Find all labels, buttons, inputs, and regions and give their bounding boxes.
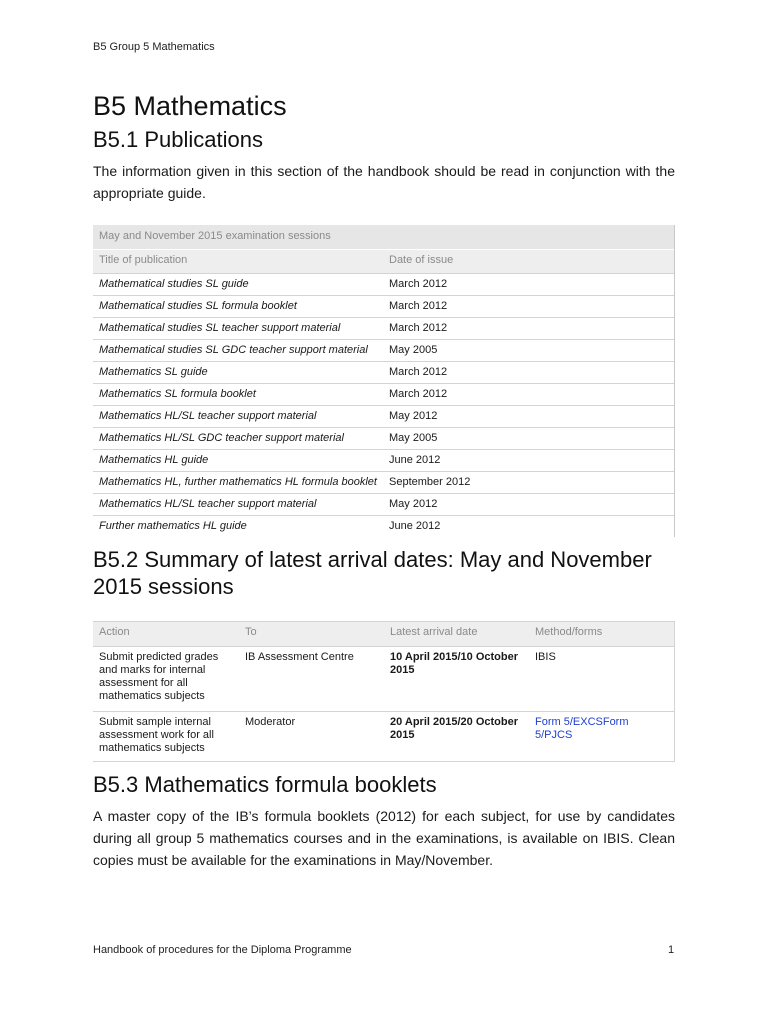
table-caption: May and November 2015 examination sessions [93, 225, 675, 250]
publication-title: Mathematics HL guide [93, 450, 383, 472]
publications-intro: The information given in this section of the handbook should be read in conjunction with the appropriate guide. [93, 163, 675, 201]
publication-date: May 2012 [383, 494, 675, 516]
column-header-date: Date of issue [383, 250, 675, 274]
page-number: 1 [668, 944, 675, 956]
publication-date: June 2012 [383, 450, 675, 472]
section-heading-arrival-dates: B5.2 Summary of latest arrival dates: May and November 2015 sessions [93, 547, 652, 599]
form-link[interactable]: Form 5/EXCSForm 5/PJCS [535, 716, 629, 741]
publication-title: Mathematics HL, further mathematics HL formula booklet [93, 472, 383, 494]
publication-title: Further mathematics HL guide [93, 516, 383, 538]
formula-booklets-body: A master copy of the IB’s formula booklets (2012) for each subject, for use by candidates during all group 5 mathematics courses and in the examinations, is available on IBIS. Clean copies must be available for the examinations in May/November. [93, 808, 675, 868]
column-header-title: Title of publication [93, 250, 383, 274]
column-header-to: To [239, 622, 384, 647]
publication-title: Mathematical studies SL guide [93, 274, 383, 296]
table-header-row [93, 250, 675, 274]
table-row [93, 494, 675, 516]
method-cell [529, 712, 675, 762]
table-row [93, 516, 675, 538]
running-head: B5 Group 5 Mathematics [93, 41, 215, 53]
publication-date: June 2012 [383, 516, 675, 538]
page-content [93, 88, 675, 871]
table-row [93, 318, 675, 340]
publication-title: Mathematics SL guide [93, 362, 383, 384]
publication-title: Mathematical studies SL GDC teacher support material [93, 340, 383, 362]
table-row [93, 384, 675, 406]
table-row [93, 428, 675, 450]
publication-title: Mathematical studies SL teacher support material [93, 318, 383, 340]
table-row [93, 296, 675, 318]
table-row [93, 450, 675, 472]
publication-date: March 2012 [383, 384, 675, 406]
recipient-cell: IB Assessment Centre [239, 647, 384, 712]
publication-date: May 2005 [383, 340, 675, 362]
section-heading-formula-booklets: B5.3 Mathematics formula booklets [93, 772, 437, 797]
column-header-latest-arrival-date: Latest arrival date [384, 622, 529, 647]
arrival-date-cell: 20 April 2015/20 October 2015 [384, 712, 529, 762]
column-header-method-forms: Method/forms [529, 622, 675, 647]
publications-table [93, 225, 675, 537]
table-header-row [93, 622, 675, 647]
publication-date: March 2012 [383, 296, 675, 318]
table-caption-row [93, 225, 675, 250]
page-title: B5 Mathematics [93, 91, 287, 121]
publication-title: Mathematics HL/SL teacher support material [93, 406, 383, 428]
publication-date: May 2012 [383, 406, 675, 428]
section-heading-publications: B5.1 Publications [93, 127, 263, 152]
recipient-cell: Moderator [239, 712, 384, 762]
arrival-date-cell: 10 April 2015/10 October 2015 [384, 647, 529, 712]
footer-title: Handbook of procedures for the Diploma Programme [93, 944, 352, 956]
publication-date: March 2012 [383, 362, 675, 384]
publication-date: September 2012 [383, 472, 675, 494]
publication-title: Mathematics SL formula booklet [93, 384, 383, 406]
action-cell: Submit sample internal assessment work for all mathematics subjects [93, 712, 239, 762]
column-header-action: Action [93, 622, 239, 647]
table-row [93, 274, 675, 296]
publication-date: March 2012 [383, 318, 675, 340]
table-row [93, 472, 675, 494]
method-cell: IBIS [529, 647, 675, 712]
table-row [93, 712, 675, 762]
table-row [93, 362, 675, 384]
arrival-dates-table [93, 621, 675, 762]
table-row [93, 406, 675, 428]
action-cell: Submit predicted grades and marks for internal assessment for all mathematics subjects [93, 647, 239, 712]
publication-title: Mathematics HL/SL teacher support material [93, 494, 383, 516]
table-row [93, 647, 675, 712]
table-row [93, 340, 675, 362]
publication-date: May 2005 [383, 428, 675, 450]
publication-title: Mathematics HL/SL GDC teacher support material [93, 428, 383, 450]
publication-date: March 2012 [383, 274, 675, 296]
publication-title: Mathematical studies SL formula booklet [93, 296, 383, 318]
